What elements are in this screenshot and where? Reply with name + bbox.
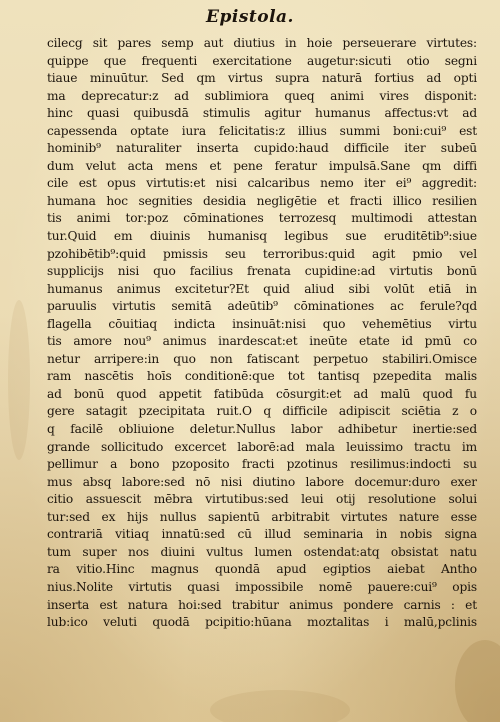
text-line: hominib⁹ naturaliter inserta cupido:haud difficile iter subeū: [47, 141, 477, 156]
text-line: supplicijs nisi quo facilius frenata cupidine:ad virtutis bonū: [47, 264, 477, 279]
text-line: tur.Quid em diuinis humanisq legibus sue eruditētib⁹:siue: [47, 229, 477, 244]
paper-stain: [455, 640, 500, 722]
text-line: ra vitio.Hinc magnus quondā apud egiptios aiebat Antho: [47, 562, 477, 577]
text-line: tiaue minuūtur. Sed qm virtus supra naturā fortius ad opti: [47, 71, 477, 86]
text-line: q facilē obliuione deletur.Nullus labor adhibetur inertie:sed: [47, 422, 477, 437]
text-line: contrariā vitiaq innatū:sed cū illud seminaria in nobis signa: [47, 527, 477, 542]
text-line: ma deprecatur:z ad sublimiora queq animi vires disponit:: [47, 88, 477, 103]
text-line: mus absq labore:sed nō nisi diutino labore docemur:duro exer: [47, 474, 477, 489]
text-line: inserta est natura hoi:sed trabitur animus pondere carnis : et: [47, 597, 477, 612]
text-line: tur:sed ex hijs nullus sapientū arbitrabit virtutes nature esse: [47, 509, 477, 524]
text-line: hinc quasi quibusdā stimulis agitur humanus affectus:vt ad: [47, 106, 477, 121]
text-line: cilecg sit pares semp aut diutius in hoie perseuerare virtutes:: [47, 36, 477, 50]
text-line: humanus animus excitetur?Et quid aliud sibi volūt etiā in: [47, 281, 477, 296]
text-line: pzohibētib⁹:quid pmissis seu terroribus:quid agit pmio vel: [47, 246, 477, 261]
text-line: tis animi tor:poz cōminationes terrozesq multimodi attestan: [47, 211, 477, 226]
text-line: citio assuescit mēbra virtutibus:sed leui otij resolutione solui: [47, 492, 477, 507]
text-line: quippe que frequenti exercitatione augetur:sicuti otio segni: [47, 53, 477, 68]
paper-stain: [8, 300, 30, 460]
text-line: tum super nos diuini vultus lumen ostendat:atq obsistat natu: [47, 544, 477, 559]
text-line: paruulis virtutis semitā adeūtib⁹ cōminationes ac ferule?qd: [47, 299, 477, 314]
text-line: netur arripere:in quo non fatiscant perpetuo stabiliri.Omisce: [47, 351, 477, 366]
text-line: tis amore nou⁹ animus inardescat:et ineūte etate id pmū co: [47, 334, 477, 349]
text-line: humana hoc segnities desidia negligētie et fracti illico resilien: [47, 193, 477, 208]
text-line: ad bonū quod appetit fatibūda cōsurgit:et ad malū quod fu: [47, 386, 477, 401]
page-heading: Epistola.: [206, 7, 294, 27]
text-line: gere satagit pzecipitata ruit.O q difficile adipiscit sciētia z o: [47, 404, 477, 419]
text-line: cile est opus virtutis:et nisi calcaribus nemo iter ei⁹ aggredit:: [47, 176, 477, 191]
text-line: dum velut acta mens et pene feratur impulsā.Sane qm diffi: [47, 158, 477, 173]
paper-stain: [210, 690, 350, 722]
text-line: capessenda optate iura felicitatis:z illius summi boni:cui⁹ est: [47, 123, 477, 138]
text-line: lub:ico veluti quodā pcipitio:hūana moztalitas i malū,pclinis: [47, 615, 477, 630]
text-line: pellimur a bono pzoposito fracti pzotinus resilimus:indocti su: [47, 457, 477, 472]
text-line: nius.Nolite virtutis quasi impossibile nomē pauere:cui⁹ opis: [47, 579, 477, 594]
text-line: ram nascētis hoīs conditionē:que tot tantisq pzepedita malis: [47, 369, 477, 384]
text-line: grande sollicitudo excercet laborē:ad mala leuissimo tractu im: [47, 439, 477, 454]
text-body: [47, 35, 477, 632]
text-line: flagella cōuitiaq indicta insinuāt:nisi quo vehemētius virtu: [47, 316, 477, 331]
